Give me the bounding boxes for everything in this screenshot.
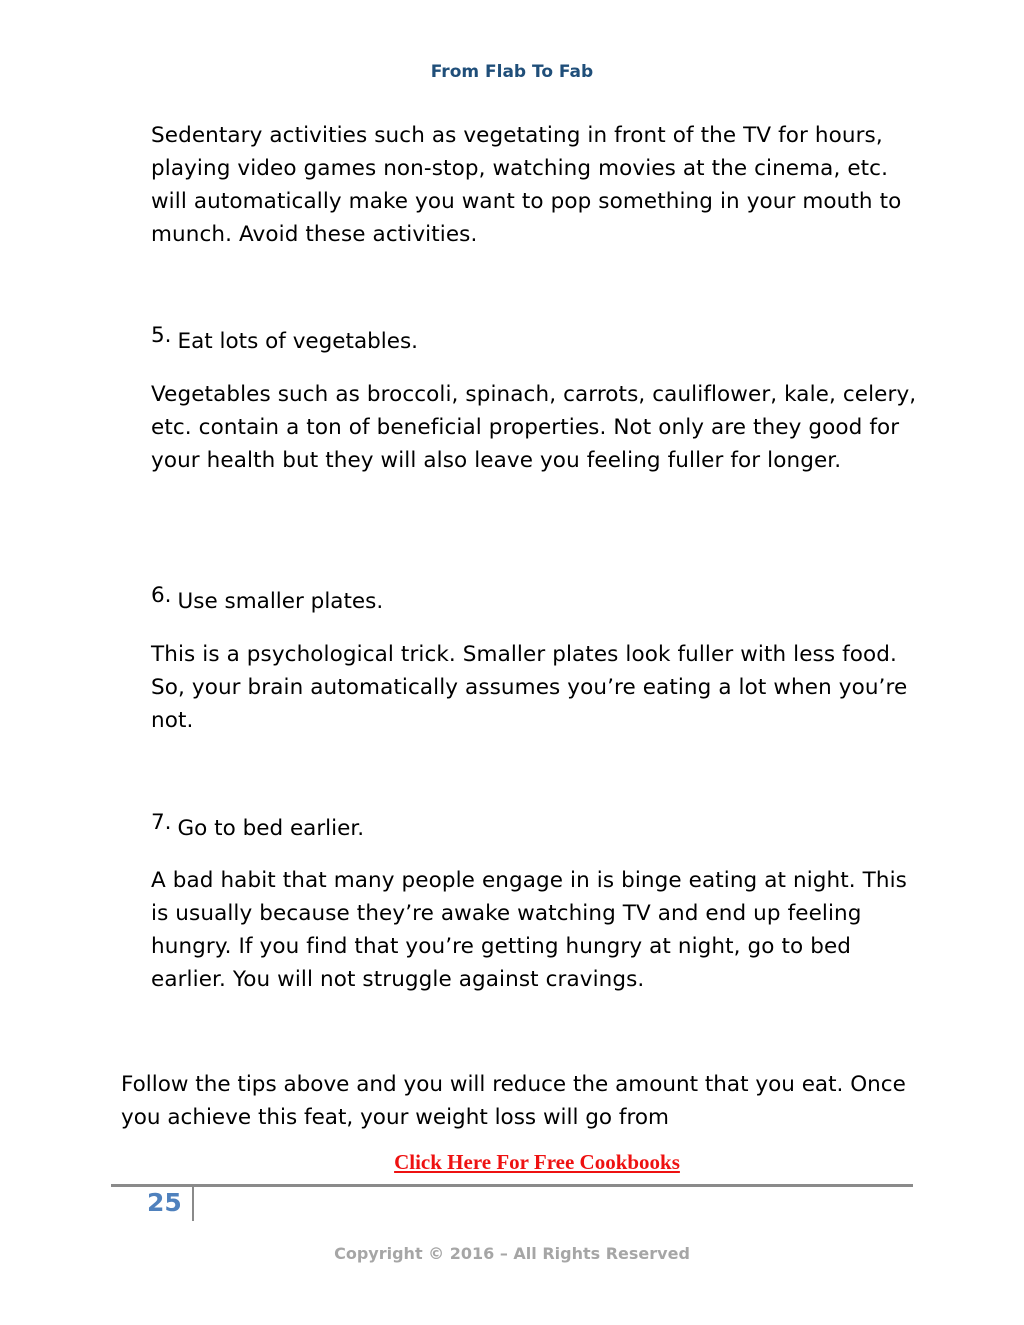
copyright-notice: Copyright © 2016 – All Rights Reserved bbox=[334, 1244, 690, 1263]
tip-title: Eat lots of vegetables. bbox=[177, 329, 419, 354]
free-cookbooks-link[interactable]: Click Here For Free Cookbooks bbox=[394, 1150, 680, 1174]
tip-body-6: This is a psychological trick. Smaller plates look fuller with less food. So, your brain automatically assumes you’re eating a lot when you’re not. bbox=[151, 642, 908, 733]
page-number-divider bbox=[192, 1187, 194, 1221]
tip-number: 5. bbox=[151, 323, 172, 348]
page-number: 25 bbox=[147, 1188, 182, 1217]
tip-title: Go to bed earlier. bbox=[177, 816, 365, 841]
footer-divider bbox=[111, 1184, 913, 1187]
outro-paragraph: Follow the tips above and you will reduce the amount that you eat. Once you achieve this feat, your weight loss will go from bbox=[121, 1072, 906, 1130]
tip-body-5: Vegetables such as broccoli, spinach, carrots, cauliflower, kale, celery, etc. contain a ton of beneficial properties. Not only are they good for your health but they will also leave you feeling fuller for longer. bbox=[151, 382, 917, 473]
intro-paragraph: Sedentary activities such as vegetating in front of the TV for hours, playing video games non-stop, watching movies at the cinema, etc. will automatically make you want to pop something in your mouth to munch. Avoid these activities. bbox=[151, 123, 902, 247]
tip-heading-7 bbox=[151, 812, 364, 845]
tip-number: 6. bbox=[151, 583, 172, 608]
running-header-title: From Flab To Fab bbox=[430, 62, 594, 82]
tip-body-7: A bad habit that many people engage in is binge eating at night. This is usually because they’re awake watching TV and end up feeling hungry. If you find that you’re getting hungry at night, go to bed earlier. You will not struggle against cravings. bbox=[151, 868, 907, 992]
tip-heading-5 bbox=[151, 325, 418, 358]
tip-heading-6 bbox=[151, 585, 383, 618]
tip-title: Use smaller plates. bbox=[177, 589, 384, 614]
tip-number: 7. bbox=[151, 810, 172, 835]
